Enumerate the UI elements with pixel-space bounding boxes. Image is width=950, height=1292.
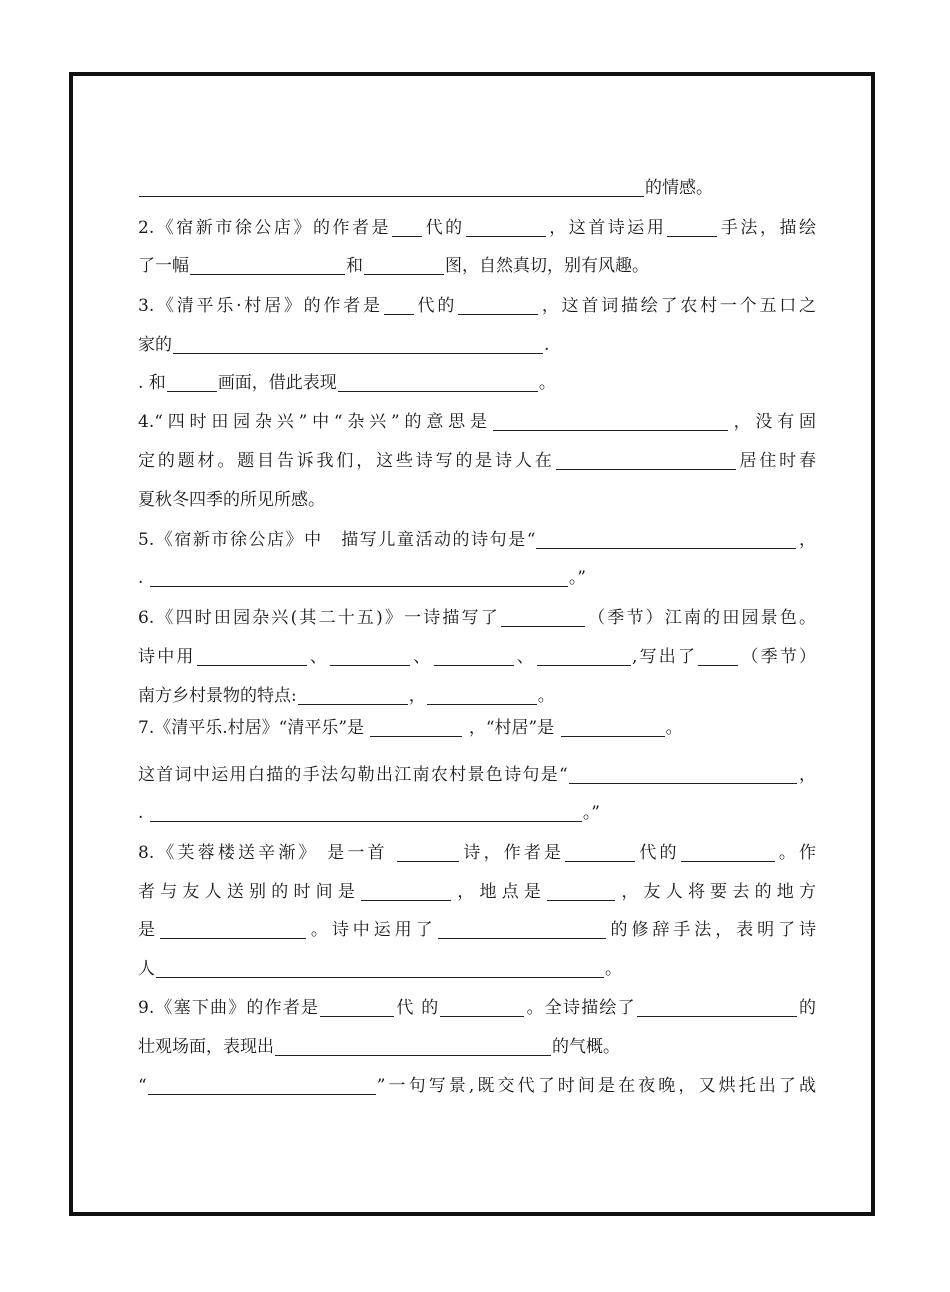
question-text: 代的: [636, 843, 680, 863]
question-text: （季节）江南的田园景色。: [585, 608, 816, 628]
question-text: （季节）: [739, 647, 816, 667]
question-text: 和: [346, 256, 363, 276]
answer-blank[interactable]: [364, 254, 444, 275]
question-line-l6: [138, 365, 816, 401]
answer-blank[interactable]: [275, 1035, 551, 1056]
question-text: 壮观场面，表现出: [138, 1037, 274, 1057]
question-text: 手法，描绘: [718, 218, 816, 238]
answer-blank[interactable]: [150, 566, 568, 587]
answer-blank[interactable]: [569, 763, 797, 784]
answer-blank[interactable]: [565, 841, 635, 862]
answer-blank[interactable]: [361, 880, 451, 901]
question-text: 。: [537, 686, 555, 706]
question-line-l15: [138, 710, 816, 746]
question-text: 5.《宿新市徐公店》中 描写儿童活动的诗句是“: [138, 530, 536, 550]
answer-blank[interactable]: [298, 684, 408, 705]
answer-blank[interactable]: [434, 645, 514, 666]
question-text: ，这首词描绘了农村一个五口之: [539, 296, 816, 316]
question-line-l19: [138, 874, 816, 910]
question-text: 代的: [414, 296, 458, 316]
answer-blank[interactable]: [173, 333, 543, 354]
question-line-l13: [138, 639, 816, 675]
answer-blank[interactable]: [547, 880, 615, 901]
question-text: 是: [138, 920, 159, 940]
question-text: 。全诗描绘了: [525, 998, 636, 1018]
question-line-l14: [138, 678, 816, 714]
question-text: 3.《清平乐·村居》的作者是: [138, 296, 383, 316]
answer-blank[interactable]: [438, 918, 606, 939]
question-line-l22: [138, 990, 816, 1026]
answer-blank[interactable]: [160, 918, 306, 939]
question-text: 、: [514, 647, 536, 667]
question-text: ，: [797, 765, 816, 785]
question-text: 9.《塞下曲》的作者是: [138, 998, 320, 1018]
question-text: 夏秋冬四季的所见所感。: [138, 490, 325, 510]
question-text: ，友人将要去的地方: [616, 882, 816, 902]
answer-blank[interactable]: [556, 449, 736, 470]
question-text: 、: [307, 647, 330, 667]
answer-blank[interactable]: [392, 216, 422, 237]
question-text: 。作: [775, 843, 816, 863]
question-text: 8.《芙蓉楼送辛渐》 是一首: [138, 843, 397, 863]
answer-blank[interactable]: [458, 294, 538, 315]
question-text: ，: [408, 686, 426, 706]
question-text: 。”: [582, 803, 601, 823]
question-line-l23: [138, 1029, 816, 1065]
question-text: 的情感。: [645, 178, 713, 198]
question-text: “: [138, 1076, 147, 1096]
answer-blank[interactable]: [197, 645, 307, 666]
answer-blank[interactable]: [440, 996, 524, 1017]
answer-blank[interactable]: [338, 371, 538, 392]
answer-blank[interactable]: [167, 371, 217, 392]
answer-blank[interactable]: [139, 176, 644, 197]
question-text: ，地点是: [452, 882, 547, 902]
question-line-l7: [138, 404, 816, 440]
answer-blank[interactable]: [561, 716, 665, 737]
question-text: 的修辞手法，表明了诗: [606, 920, 816, 940]
question-text: 家的: [138, 335, 172, 355]
question-text: 。: [665, 718, 683, 738]
question-text: 代的: [423, 218, 465, 238]
question-line-l11: [138, 560, 816, 596]
answer-blank[interactable]: [537, 645, 631, 666]
question-line-l4: [138, 288, 816, 324]
answer-blank[interactable]: [637, 996, 797, 1017]
question-text: 。”: [568, 568, 587, 588]
question-line-l2: [138, 210, 816, 246]
question-text: ，没有固: [728, 412, 816, 432]
question-text: 居住时春: [736, 451, 816, 471]
question-text: .: [138, 568, 149, 588]
answer-blank[interactable]: [698, 645, 738, 666]
question-line-l24: [138, 1068, 816, 1104]
question-text: 、: [411, 647, 433, 667]
answer-blank[interactable]: [667, 216, 717, 237]
answer-blank[interactable]: [681, 841, 775, 862]
answer-blank[interactable]: [330, 645, 410, 666]
question-text: 者与友人送别的时间是: [138, 882, 361, 902]
question-text: 了一幅: [138, 256, 189, 276]
question-text: ，“村居”是: [463, 718, 560, 738]
answer-blank[interactable]: [190, 254, 345, 275]
question-line-l12: [138, 600, 816, 636]
question-text: 南方乡村景物的特点:: [138, 686, 297, 706]
question-line-l10: [138, 522, 816, 558]
answer-blank[interactable]: [156, 957, 604, 978]
question-text: .: [544, 335, 550, 355]
question-text: ，: [797, 530, 816, 550]
question-text: 。: [605, 959, 622, 979]
question-text: 图，自然真切，别有风趣。: [445, 256, 649, 276]
question-line-l1: [138, 170, 816, 206]
question-text: 人: [138, 959, 155, 979]
answer-blank[interactable]: [370, 716, 462, 737]
question-text: ,写出了: [631, 647, 698, 667]
question-text: 2.《宿新市徐公店》的作者是: [138, 218, 392, 238]
question-text: 6.《四时田园杂兴(其二十五)》一诗描写了: [138, 608, 500, 628]
question-text: ”一句写景,既交代了时间是在夜晚，又烘托出了战: [376, 1076, 816, 1096]
answer-blank[interactable]: [397, 841, 459, 862]
question-line-l5: [138, 327, 816, 363]
question-text: 画面，借此表现: [217, 373, 337, 393]
question-line-l16: [138, 757, 816, 793]
question-text: 。诗中运用了: [306, 920, 437, 940]
question-text: 诗中用: [138, 647, 196, 667]
answer-blank[interactable]: [320, 996, 394, 1017]
answer-blank[interactable]: [536, 528, 796, 549]
question-text: 这首词中运用白描的手法勾勒出江南农村景色诗句是“: [138, 765, 568, 785]
answer-blank[interactable]: [427, 684, 537, 705]
question-line-l21: [138, 951, 816, 987]
answer-blank[interactable]: [501, 606, 585, 627]
answer-blank[interactable]: [150, 801, 582, 822]
question-text: 定的题材。题目告诉我们，这些诗写的是诗人在: [138, 451, 555, 471]
question-text: 。: [538, 373, 556, 393]
question-text: ，这首诗运用: [546, 218, 667, 238]
question-line-l3: [138, 248, 816, 284]
answer-blank[interactable]: [466, 216, 546, 237]
question-text: 7.《清平乐.村居》“清平乐”是: [138, 718, 370, 738]
answer-blank[interactable]: [384, 294, 414, 315]
question-line-l17: [138, 795, 816, 831]
question-line-l9: [138, 482, 816, 518]
question-text: 代 的: [395, 998, 440, 1018]
question-line-l20: [138, 912, 816, 948]
question-line-l8: [138, 443, 816, 479]
answer-blank[interactable]: [148, 1074, 376, 1095]
question-line-l18: [138, 835, 816, 871]
question-text: 诗，作者是: [460, 843, 565, 863]
question-text: 的: [797, 998, 816, 1018]
question-text: . 和: [138, 373, 166, 393]
question-text: .: [138, 803, 149, 823]
question-text: 4.“四时田园杂兴”中“杂兴”的意思是: [138, 412, 492, 432]
question-text: 的气概。: [552, 1037, 620, 1057]
answer-blank[interactable]: [493, 410, 728, 431]
